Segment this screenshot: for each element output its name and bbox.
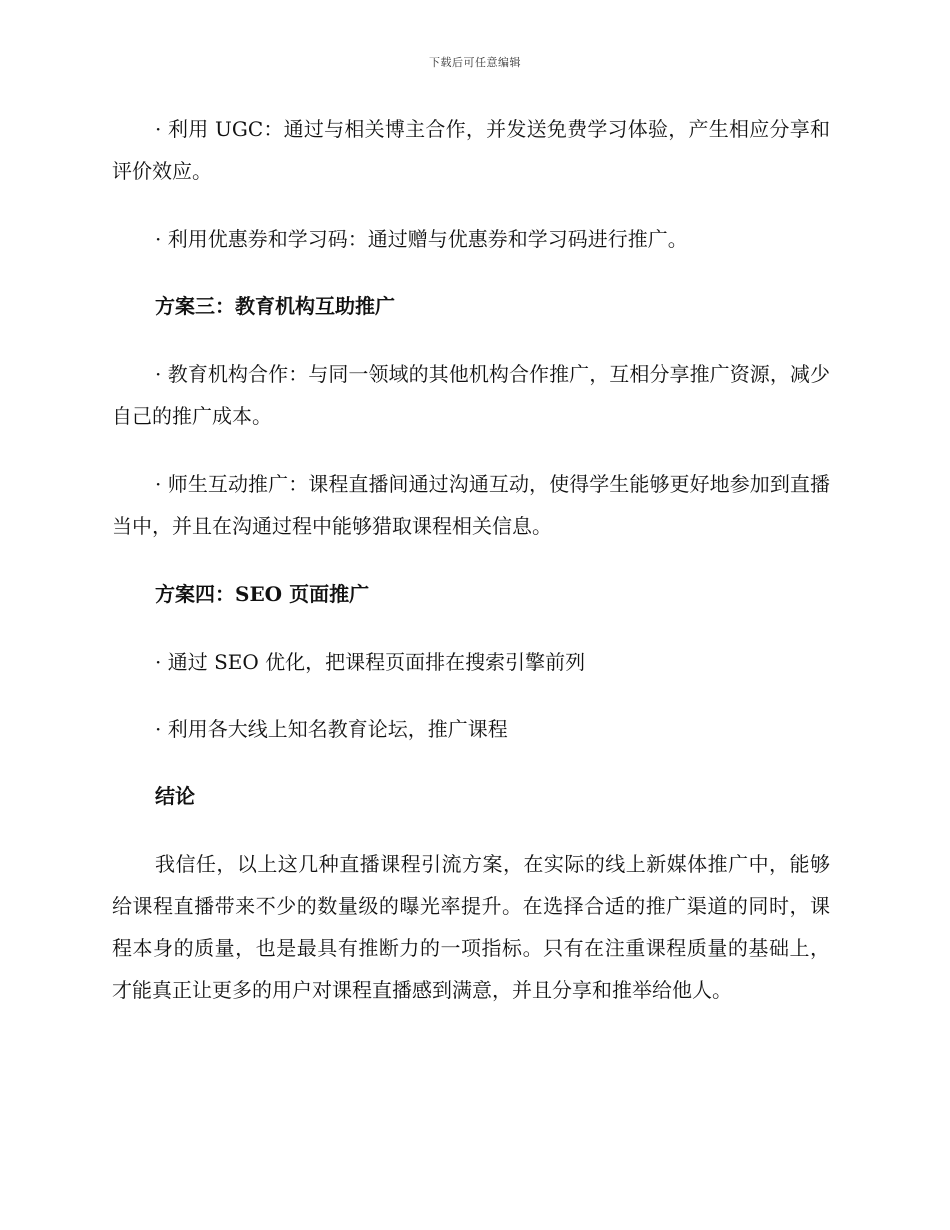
paragraph-seo-optimization: · 通过 SEO 优化，把课程页面排在搜索引擎前列 <box>155 650 586 674</box>
paragraph-ugc: · 利用 UGC：通过与相关博主合作，并发送免费学习体验，产生相应分享和评价效应。 <box>112 117 830 183</box>
paragraph-conclusion: 我信任，以上这几种直播课程引流方案，在实际的线上新媒体推广中，能够给课程直播带来不少的数量级的曝光率提升。在选择合适的推广渠道的同时，课程本身的质量，也是最具有推断力的一项指标。只有在注重课程质量的基础上，才能真正让更多的用户对课程直播感到满意，并且分享和推举给他人。 <box>112 852 830 1002</box>
heading-conclusion: 结论 <box>155 784 195 808</box>
paragraph-education-forums: · 利用各大线上知名教育论坛，推广课程 <box>155 717 508 741</box>
heading-plan-three: 方案三：教育机构互助推广 <box>155 294 395 318</box>
paragraph-coupon: · 利用优惠券和学习码：通过赠与优惠券和学习码进行推广。 <box>155 227 688 251</box>
paragraph-teacher-student-interaction: · 师生互动推广：课程直播间通过沟通互动，使得学生能够更好地参加到直播当中，并且在沟通过程中能够猎取课程相关信息。 <box>112 472 830 538</box>
document-body <box>112 108 830 1037</box>
paragraph-institution-cooperation: · 教育机构合作：与同一领域的其他机构合作推广，互相分享推广资源，减少自己的推广成本。 <box>112 362 830 428</box>
heading-plan-four: 方案四：SEO 页面推广 <box>155 582 370 606</box>
header-note: 下载后可任意编辑 <box>429 56 521 69</box>
